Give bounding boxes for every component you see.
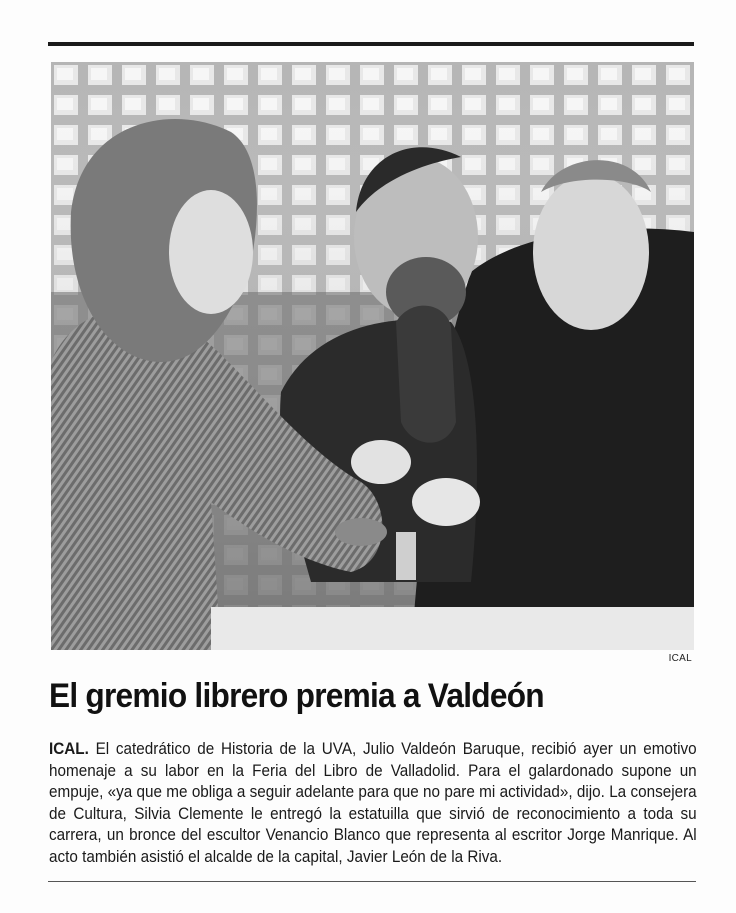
bottom-rule <box>48 881 696 882</box>
article-text: El catedrático de Historia de la UVA, Julio Valdeón Baruque, recibió ayer un emotivo homenaje a su labor en la Feria del Libro de Valladolid. Para el galardonado supone un empuje, «ya que me obliga a seguir adelante para que no pare mi actividad», dijo. La consejera de Cultura, Silvia Clemente le entregó la estatuilla que sirvió de reconocimiento a toda su carrera, un bronce del escultor Venancio Blanco que representa al escritor Jorge Manrique. Al acto también asistió el alcalde de la capital, Javier León de la Riva. <box>49 739 697 866</box>
news-photo <box>51 62 694 650</box>
photo-of-award-ceremony-icon <box>51 62 694 650</box>
headline: El gremio librero premia a Valdeón <box>49 677 544 715</box>
agency-lead: ICAL. <box>49 739 89 758</box>
photo-credit: ICAL <box>668 653 692 664</box>
article-body <box>49 738 697 867</box>
top-rule <box>48 42 694 46</box>
